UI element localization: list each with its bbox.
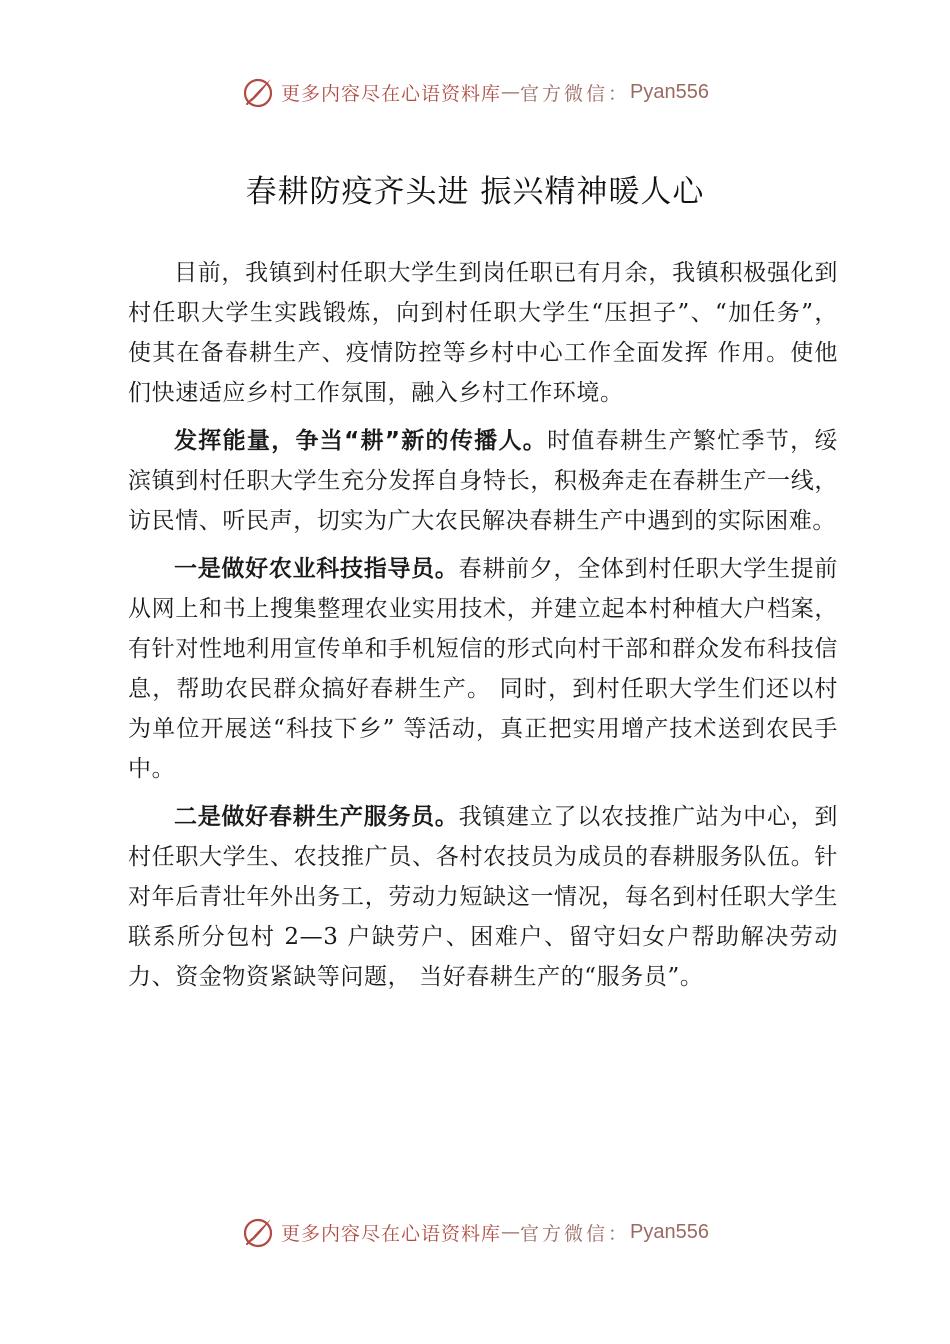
banner-text: 更多内容尽在心语资料库 [281, 82, 502, 105]
banner-label: 官方微信： [520, 82, 631, 105]
banner-dash: — [501, 81, 521, 103]
quill-logo-icon [241, 75, 275, 109]
paragraph-lead: 一是做好农业科技指导员。 [174, 556, 459, 582]
banner-wechat-id: Pyan556 [630, 1220, 709, 1243]
paragraph-4 [128, 797, 838, 997]
paragraph-2 [128, 421, 838, 541]
banner-text: 更多内容尽在心语资料库 [281, 1222, 502, 1245]
paragraph-lead: 二是做好春耕生产服务员。 [174, 804, 459, 830]
footer-banner [0, 1212, 950, 1252]
quill-logo-icon [241, 1215, 275, 1249]
banner-dash: — [501, 1221, 521, 1243]
document-title: 春耕防疫齐头进 振兴精神暖人心 [245, 174, 705, 210]
paragraph-1 [128, 253, 838, 413]
banner-wechat-id: Pyan556 [630, 80, 709, 103]
document-body [128, 253, 838, 997]
paragraph-3 [128, 549, 838, 789]
paragraph-text: 时值春耕生产繁忙季节，绥滨镇到村任职大学生充分发挥自身特长，积极奔走在春耕生产一线，访民情、听民声，切实为广大农民解决春耕生产中遇到的实际困难。 [128, 428, 838, 534]
paragraph-lead: 发挥能量，争当“耕”新的传播人。 [174, 428, 548, 454]
header-banner [0, 72, 950, 112]
banner-label: 官方微信： [520, 1222, 631, 1245]
paragraph-text: 目前，我镇到村任职大学生到岗任职已有月余，我镇积极强化到村任职大学生实践锻炼，向到村任职大学生“压担子”、“加任务”，使其在备春耕生产、疫情防控等乡村中心工作全面发挥 作用。使他们快速适应乡村工作氛围，融入乡村工作环境。 [128, 260, 838, 406]
paragraph-text: 春耕前夕，全体到村任职大学生提前从网上和书上搜集整理农业实用技术，并建立起本村种植大户档案，有针对性地利用宣传单和手机短信的形式向村干部和群众发布科技信息，帮助农民群众搞好春耕生产。 同时，到村任职大学生们还以村为单位开展送“科技下乡” 等活动，真正把实用增产技术送到农民手中。 [128, 556, 838, 782]
paragraph-text: 我镇建立了以农技推广站为中心，到村任职大学生、农技推广员、各村农技员为成员的春耕服务队伍。针对年后青壮年外出务工，劳动力短缺这一情况，每名到村任职大学生联系所分包村 2—3 户缺劳户、困难户、留守妇女户帮助解决劳动力、资金物资紧缺等问题， 当好春耕生产的“服务员”。 [128, 804, 838, 990]
